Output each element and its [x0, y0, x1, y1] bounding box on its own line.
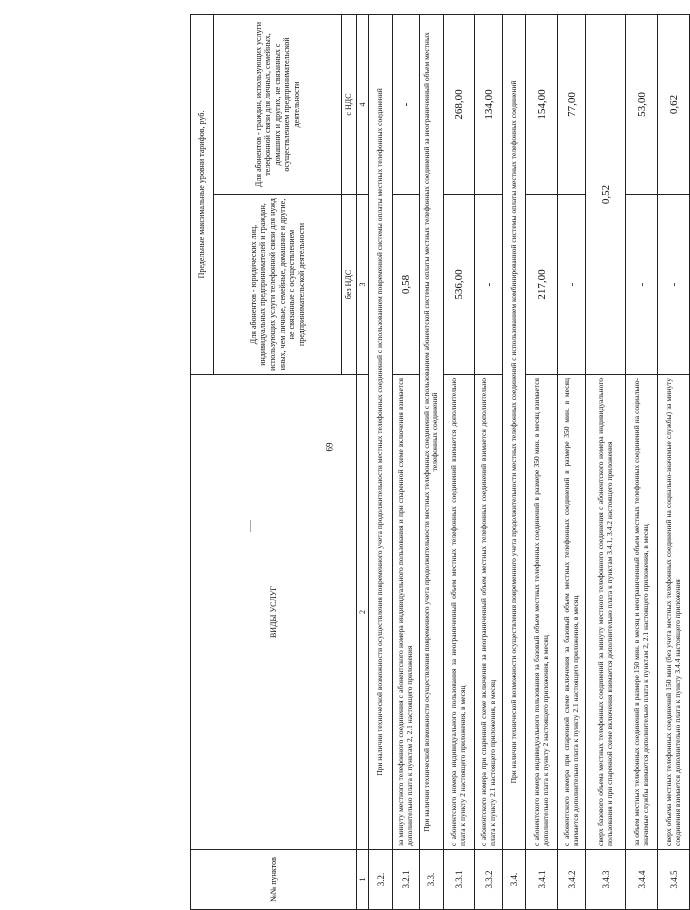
tariff-value-citizens: 268,00: [443, 15, 475, 195]
row-number: 3.4.3: [585, 850, 625, 910]
tariff-table: [190, 14, 690, 910]
header-citizens: Для абонентов - граждан, использующих услуги телефонной связи для личных, семейных, домашних и других, не связанных с осуществлением предпринимательской деятельности: [214, 15, 341, 195]
header-col-service: ВИДЫ УСЛУГ: [191, 375, 357, 850]
scan-mark: [250, 520, 251, 532]
section-row: [420, 15, 443, 910]
tariff-value-legal: 536,00: [443, 195, 475, 375]
table-row: [475, 15, 503, 910]
service-description: за объем местных телефонных соединений в размере 150 мин. в месяц и неограниченный объем местных телефонных соединений на социально-значимые службы взимается дополнительно плата к пунктам 2, 2.1 настоящего приложения, в месяц: [626, 375, 658, 850]
index-cell: 4: [356, 15, 369, 195]
header-without-vat: без НДС: [341, 195, 356, 375]
tariff-value-citizens: 77,00: [558, 15, 586, 195]
header-col-number: №№ пунктов: [191, 850, 357, 910]
row-number: 3.4.4: [626, 850, 658, 910]
row-number: 3.2.1: [392, 850, 420, 910]
table-row: [585, 15, 625, 910]
section-title: При наличии технической возможности осуществления повременного учета продолжительности местных телефонных соединений с использованием повременной системы оплаты местных телефонных соединений: [369, 15, 392, 850]
tariff-value-legal: 0,58: [392, 195, 420, 375]
index-cell: 1: [356, 850, 369, 910]
table-row: [658, 15, 690, 910]
header-with-vat: с НДС: [341, 15, 356, 195]
service-description: с абонентского номера при спаренной схеме включения за базовый объем местных телефонных соединений в размере 350 мин. в месяц взимается дополнительно плата к пункту 2.1 настоящего приложения, в месяц: [558, 375, 586, 850]
row-number: 3.4.5: [658, 850, 690, 910]
header-col-tariffs: Предельные максимальные уровни тарифов, руб.: [191, 15, 214, 375]
header-legal-entities: Для абонентов - юридических лиц, индивидуальных предпринимателей и граждан, использующих услуги телефонной связи для нужд иных, чем личные, семейные, домашние и другие, не связанные с осуществлением предпринимательской деятельности: [214, 195, 341, 375]
row-number: 3.4.2: [558, 850, 586, 910]
table-row: [392, 15, 420, 910]
tariff-value-citizens: 134,00: [475, 15, 503, 195]
page-number: 69: [324, 442, 335, 452]
table-row: [526, 15, 558, 910]
table-row: [443, 15, 475, 910]
row-number: 3.3.: [420, 850, 443, 910]
tariff-value-legal: -: [475, 195, 503, 375]
tariff-value: 0,52: [585, 15, 625, 375]
tariff-value-citizens: 154,00: [526, 15, 558, 195]
index-cell: 3: [356, 195, 369, 375]
service-description: сверх объема местных телефонных соединений 150 мин (без учета местных телефонных соединений на социально-значимые службы) за минуту соединения взимается дополнительно плата к пункту 3.4.4 настоящего приложения: [658, 375, 690, 850]
index-cell: 2: [356, 375, 369, 850]
row-number: 3.3.1: [443, 850, 475, 910]
section-row: [503, 15, 526, 910]
section-row: [369, 15, 392, 910]
service-description: сверх базового объема местных телефонных соединений за минуту местного телефонного соединения с абонентского номера индивидуального пользования и при спаренной схеме включения взимается дополнительно плата к пунктам 3.4.1, 3.4.2 настоящего приложения: [585, 375, 625, 850]
tariff-value-legal: -: [658, 195, 690, 375]
row-number: 3.4.1: [526, 850, 558, 910]
tariff-value-legal: -: [626, 195, 658, 375]
section-title: При наличии технической возможности осуществления повременного учета продолжительности местных телефонных соединений с использованием комбинированной системы оплаты местных телефонных соединений: [503, 15, 526, 850]
row-number: 3.2.: [369, 850, 392, 910]
service-description: с абонентского номера индивидуального пользования за неограниченный объем местных телефонных соединений взимается дополнительно плата к пункту 2 настоящего приложения, в месяц: [443, 375, 475, 850]
table-row: [626, 15, 658, 910]
service-description: с абонентского номера индивидуального пользования за базовый объем местных телефонных соединений в размере 350 мин. в месяц взимается дополнительно плата к пункту 2 настоящего приложения, в месяц: [526, 375, 558, 850]
tariff-value-legal: -: [558, 195, 586, 375]
tariff-value-citizens: 0,62: [658, 15, 690, 195]
rotated-table-container: [190, 15, 690, 910]
service-description: за минуту местного телефонного соединения с абонентского номера индивидуального пользования и при спаренной схеме включения взимается дополнительно плата к пунктам 2, 2.1 настоящего приложения: [392, 375, 420, 850]
service-description: с абонентского номера при спаренной схеме включения за неограниченный объем местных телефонных соединений взимается дополнительно плата к пункту 2.1 настоящего приложения, в месяц: [475, 375, 503, 850]
table-row: [558, 15, 586, 910]
tariff-value-legal: 217,00: [526, 195, 558, 375]
tariff-value-citizens: -: [392, 15, 420, 195]
row-number: 3.4.: [503, 850, 526, 910]
tariff-value-citizens: 53,00: [626, 15, 658, 195]
section-title: При наличии технической возможности осуществления повременного учета продолжительности местных телефонных соединений с использованием абонентской системы оплаты местных телефонных соединений за неограниченный объем местных телефонных соединений: [420, 15, 443, 850]
row-number: 3.3.2: [475, 850, 503, 910]
